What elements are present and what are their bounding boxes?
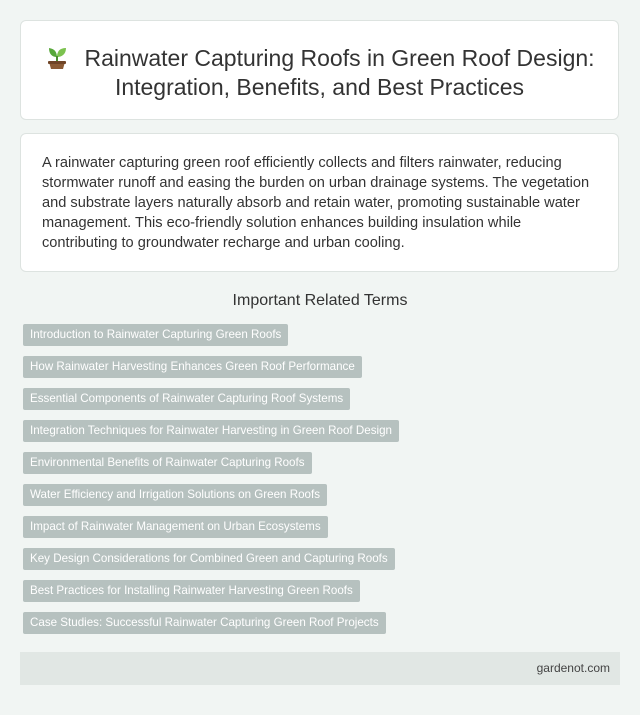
footer xyxy=(20,652,620,685)
summary-text: A rainwater capturing green roof efficiently collects and filters rainwater, reducing stormwater runoff and easing the burden on urban drainage systems. The vegetation and substrate layers naturally absorb and retain water, promoting sustainable water management. This eco-friendly solution enhances building insulation while contributing to groundwater recharge and urban cooling. xyxy=(42,155,590,251)
term-link[interactable]: Water Efficiency and Irrigation Solutions on Green Roofs xyxy=(23,484,327,506)
sprout-icon xyxy=(44,44,70,70)
term-link[interactable]: Key Design Considerations for Combined Green and Capturing Roofs xyxy=(23,548,395,570)
terms-heading: Important Related Terms xyxy=(232,292,408,309)
term-link[interactable]: How Rainwater Harvesting Enhances Green Roof Performance xyxy=(23,356,362,378)
summary-card xyxy=(20,133,619,272)
title-card xyxy=(20,20,619,120)
page-title: Rainwater Capturing Roofs in Green Roof Design: Integration, Benefits, and Best Practices xyxy=(84,45,595,100)
page-title-block xyxy=(21,44,618,102)
term-link[interactable]: Case Studies: Successful Rainwater Capturing Green Roof Projects xyxy=(23,612,386,634)
site-link[interactable]: gardenot.com xyxy=(536,661,610,675)
term-link[interactable]: Best Practices for Installing Rainwater Harvesting Green Roofs xyxy=(23,580,360,602)
term-link[interactable]: Impact of Rainwater Management on Urban Ecosystems xyxy=(23,516,328,538)
term-link[interactable]: Introduction to Rainwater Capturing Green Roofs xyxy=(23,324,288,346)
term-link[interactable]: Essential Components of Rainwater Capturing Roof Systems xyxy=(23,388,350,410)
term-link[interactable]: Environmental Benefits of Rainwater Capturing Roofs xyxy=(23,452,312,474)
term-link[interactable]: Integration Techniques for Rainwater Harvesting in Green Roof Design xyxy=(23,420,399,442)
